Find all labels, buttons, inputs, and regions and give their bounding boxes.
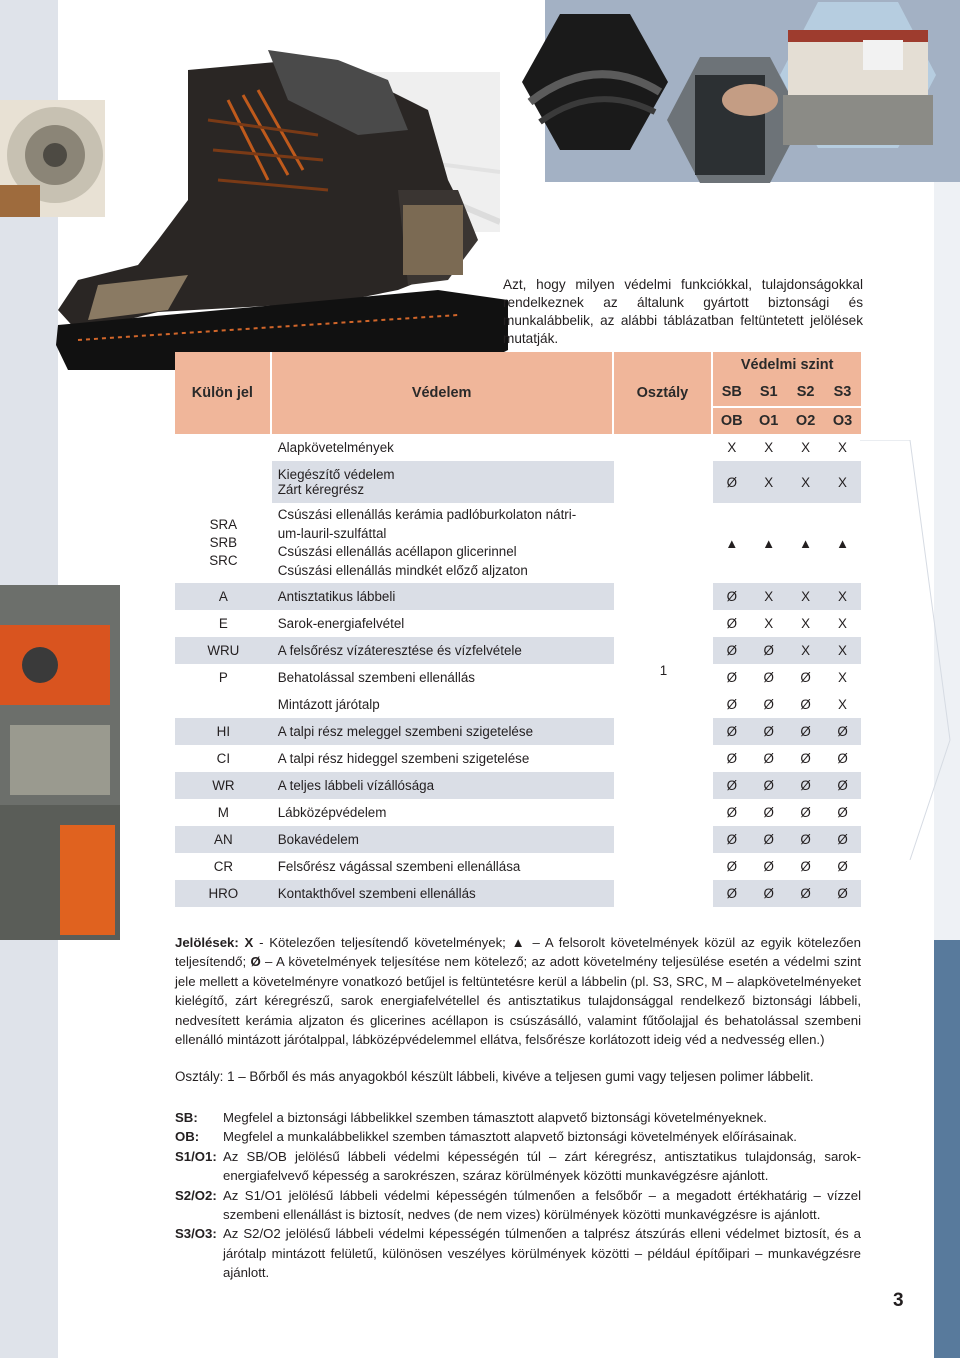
row-desc: Bokavédelem	[272, 826, 614, 853]
page-number: 3	[893, 1290, 904, 1311]
mark: Ø	[824, 880, 861, 907]
table-row	[175, 691, 861, 718]
definition-key: SB:	[175, 1110, 198, 1125]
table-row	[175, 503, 861, 583]
mark: X	[787, 583, 824, 610]
mark: Ø	[824, 826, 861, 853]
table-row	[175, 826, 861, 853]
row-code	[175, 461, 272, 503]
mark: X	[801, 616, 811, 631]
row-desc: Antisztatikus lábbeli	[272, 583, 614, 610]
mark: Ø	[787, 772, 824, 799]
legend-label: Jelölések:	[175, 935, 239, 950]
mark: X	[824, 461, 861, 503]
legend-o-text: – A követelmények teljesítése nem kötelező; az adott követelmény teljesülése esetén a védelmi szint jele mellett a követelményre vonatkozó betűjel is feltüntetésre kerül a lábbelin (pl. S3, SRC, M – alapkövetelményeket kielégítő, zárt kéregrészű, sarok energiafelvétellel és antisztatikus tulajdonsággal rendelkező biztonsági lábbeli, nedvesített kerámia aljzaton és glicerines acéllapon is csúszásálló, valamint fűtőolajjal és behatolással szembeni ellenálló mintázott járótalppal, lábközépvédelemmel ellátva, felsőrésze korlátozott ideig véd a nedvesség ellen.)	[175, 954, 861, 1048]
table-row	[175, 664, 861, 691]
mark: Ø	[787, 718, 824, 745]
legend-triangle-symbol: ▲	[511, 935, 527, 950]
level-o2: O2	[787, 406, 824, 434]
mark: X	[764, 440, 774, 455]
table-row	[175, 461, 861, 503]
class-value: 1	[614, 434, 714, 907]
level-s3: S3	[824, 378, 861, 406]
row-code	[175, 691, 272, 718]
mark: Ø	[800, 751, 811, 766]
mark: Ø	[726, 697, 737, 712]
definition-item	[175, 1186, 861, 1225]
table-row	[175, 637, 861, 664]
row-code: AN	[175, 826, 272, 853]
definition-text: Megfelel a biztonsági lábbelikkel szemben támasztott alapvető biztonsági követelményeknek.	[223, 1110, 767, 1125]
row-desc: Alapkövetelmények	[277, 440, 394, 455]
mark: Ø	[726, 805, 737, 820]
row-desc: A talpi rész meleggel szembeni szigetelése	[272, 718, 614, 745]
mark: X	[801, 440, 811, 455]
row-code: P	[218, 670, 228, 685]
row-code	[175, 434, 272, 461]
definition-item	[175, 1108, 861, 1127]
right-accent-band	[934, 940, 960, 1358]
mark: X	[838, 440, 847, 455]
header-protection: Védelem	[272, 352, 614, 434]
definition-item	[175, 1147, 861, 1186]
mark: Ø	[713, 718, 750, 745]
mark: Ø	[713, 772, 750, 799]
definition-item	[175, 1224, 861, 1282]
mark: Ø	[800, 859, 811, 874]
mark: X	[787, 637, 824, 664]
mark: Ø	[750, 637, 787, 664]
mark: Ø	[750, 718, 787, 745]
table-row	[175, 434, 861, 461]
row-desc: Felsőrész vágással szembeni ellenállása	[277, 859, 521, 874]
row-code: SRA SRB SRC	[209, 517, 238, 568]
legend-triangle-text: – A felsorolt követelmények közül az egyik kötelezően teljesítendő;	[175, 935, 861, 970]
mark: Ø	[713, 583, 750, 610]
row-desc: Csúszási ellenállás kerámia padlóburkolaton nátri- um-lauril-szulfáttal Csúszási ellenállás acéllapon glicerinnel Csúszási ellenállás mindkét előző aljzaton	[277, 507, 577, 578]
mark: Ø	[763, 805, 774, 820]
mark: Ø	[837, 751, 848, 766]
protection-table	[175, 352, 861, 907]
building-photo	[778, 0, 938, 150]
row-code: CI	[216, 751, 231, 766]
mark: Ø	[800, 805, 811, 820]
mark: Ø	[713, 461, 750, 503]
mark: Ø	[750, 880, 787, 907]
mark: Ø	[787, 826, 824, 853]
mark: X	[727, 440, 737, 455]
definition-text: Megfelel a munkalábbelikkel szemben támasztott alapvető biztonsági követelmények előírásainak.	[223, 1129, 797, 1145]
definition-item	[175, 1127, 861, 1146]
table-row	[175, 853, 861, 880]
mark: ▲	[799, 535, 813, 551]
row-code: CR	[213, 859, 234, 874]
header-protection-level: Védelmi szint	[713, 352, 861, 378]
table-row	[175, 745, 861, 772]
mark: X	[750, 583, 787, 610]
mark: Ø	[824, 772, 861, 799]
row-desc: Mintázott járótalp	[277, 697, 380, 712]
mark: X	[824, 583, 861, 610]
row-code: HI	[175, 718, 272, 745]
row-desc: A teljes lábbeli vízállósága	[272, 772, 614, 799]
mark: X	[838, 670, 847, 685]
level-ob: OB	[713, 406, 750, 434]
mark: Ø	[726, 616, 737, 631]
mark: Ø	[713, 637, 750, 664]
mark: ▲	[836, 535, 849, 551]
mark: Ø	[800, 670, 811, 685]
mark: Ø	[726, 751, 737, 766]
mark: X	[787, 461, 824, 503]
row-code: A	[175, 583, 272, 610]
mark: Ø	[787, 880, 824, 907]
row-desc: Lábközépvédelem	[277, 805, 387, 820]
mark: ▲	[725, 535, 739, 551]
header-special-mark: Külön jel	[175, 352, 272, 434]
mark: Ø	[750, 826, 787, 853]
table-row	[175, 880, 861, 907]
mark: Ø	[726, 859, 737, 874]
level-sb: SB	[713, 378, 750, 406]
definition-text: Az SB/OB jelölésű lábbeli védelmi képességén túl – zárt kéregrész, antisztatikus tulajdonság, sarok-energiafelvevő képesség a sarokrészen, száraz körülmények közötti munkavégzésre ajánlott.	[223, 1148, 861, 1184]
mark: Ø	[726, 670, 737, 685]
row-code: WRU	[175, 637, 272, 664]
table-row	[175, 799, 861, 826]
row-code: WR	[175, 772, 272, 799]
legend-paragraph	[175, 933, 861, 1049]
row-code: M	[217, 805, 229, 820]
legend-o-symbol: Ø	[250, 954, 261, 970]
robot-arm-photo	[0, 585, 120, 940]
intro-paragraph: Azt, hogy milyen védelmi funkciókkal, tulajdonságokkal rendelkeznek az általunk gyártott biztonsági és munkalábbelik, az alábbi táblázatban feltüntetett jelölések mutatják.	[503, 277, 863, 346]
mark: Ø	[713, 880, 750, 907]
mark: Ø	[763, 859, 774, 874]
class-note: Osztály: 1 – Bőrből és más anyagokból készült lábbeli, kivéve a teljesen gumi vagy teljesen polimer lábbelit.	[175, 1069, 814, 1084]
mark: X	[824, 637, 861, 664]
row-desc: Kiegészítő védelem Zárt kéregrész	[272, 461, 614, 503]
mark: Ø	[763, 751, 774, 766]
mark: Ø	[763, 697, 774, 712]
level-s2: S2	[787, 378, 824, 406]
definition-key: S1/O1:	[175, 1148, 217, 1164]
mark: Ø	[800, 697, 811, 712]
row-desc: Kontakthővel szembeni ellenállás	[272, 880, 614, 907]
mark: Ø	[837, 859, 848, 874]
decorative-outline	[860, 440, 960, 860]
row-desc: Behatolással szembeni ellenállás	[277, 670, 475, 685]
row-desc: Sarok-energiafelvétel	[277, 616, 405, 631]
definition-key: S3/O3:	[175, 1226, 217, 1242]
definition-text: Az S1/O1 jelölésű lábbeli védelmi képességén túlmenően a felsőbőr – a megadott értékhatárig – vízzel szembeni ellenállást is biztosít, nedves (de nem vizes) körülmények közötti munkavégzésre is ajánlott.	[223, 1187, 861, 1223]
legend-x-text: - Kötelezően teljesítendő követelmények;	[253, 935, 512, 950]
definitions-list	[175, 1108, 861, 1283]
table-row	[175, 718, 861, 745]
level-o3: O3	[824, 406, 861, 434]
mark: X	[838, 616, 847, 631]
header-class: Osztály	[614, 352, 714, 434]
mark: Ø	[750, 772, 787, 799]
table-row	[175, 583, 861, 610]
table-row	[175, 772, 861, 799]
row-desc: A talpi rész hideggel szembeni szigetelése	[277, 751, 530, 766]
legend-x-symbol: X	[244, 935, 254, 950]
definition-key: S2/O2:	[175, 1187, 217, 1203]
level-o1: O1	[750, 406, 787, 434]
definition-key: OB:	[175, 1129, 200, 1145]
row-code: E	[218, 616, 228, 631]
row-code: HRO	[175, 880, 272, 907]
safety-boot-illustration	[38, 40, 558, 390]
mark: Ø	[824, 718, 861, 745]
mark: ▲	[762, 535, 776, 551]
mark: Ø	[837, 805, 848, 820]
mark: Ø	[713, 826, 750, 853]
row-desc: A felsőrész vízáteresztése és vízfelvétele	[272, 637, 614, 664]
mark: Ø	[763, 670, 774, 685]
definition-text: Az S2/O2 jelölésű lábbeli védelmi képességén túlmenően a talprész átszúrás elleni védelmet biztosít, és a járótalp mintázott felületű, különösen veszélyes körülmények közötti – például építőipari – munkavégzésre ajánlott.	[223, 1226, 861, 1281]
table-row	[175, 610, 861, 637]
mark: X	[838, 697, 847, 712]
mark: X	[764, 616, 774, 631]
mark: X	[750, 461, 787, 503]
level-s1: S1	[750, 378, 787, 406]
